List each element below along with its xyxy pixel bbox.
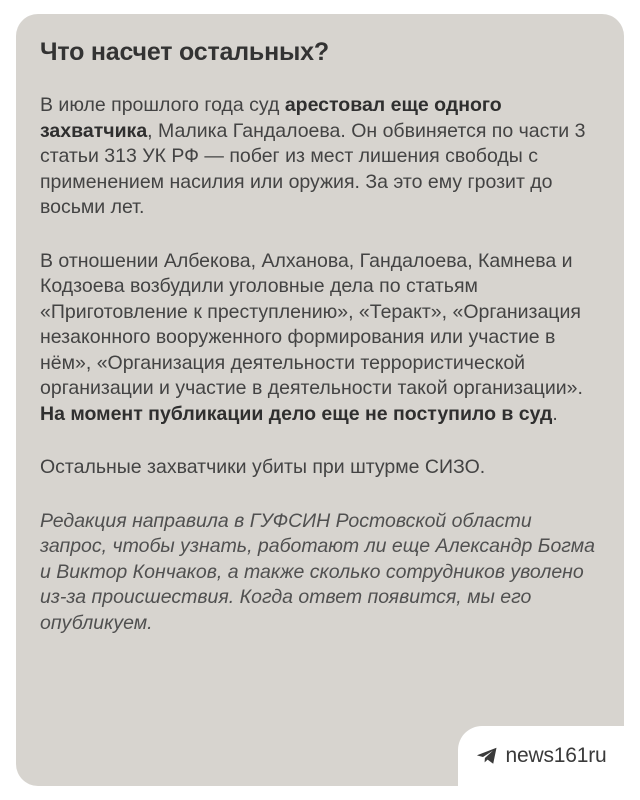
paragraph-charges bbox=[40, 249, 602, 428]
paragraph-arrest bbox=[40, 93, 602, 221]
paragraph-arrest-highlight: арестовал еще одного захватчика bbox=[40, 94, 502, 142]
paragraph-arrest-rest: , Малика Гандалоева. Он обвиняется по части 3 статьи 313 УК РФ — побег из мест лишения свободы с применением насилия или оружия. За это ему грозит до восьми лет. bbox=[40, 119, 586, 218]
source-badge[interactable] bbox=[458, 726, 624, 786]
paragraph-killed: Остальные захватчики убиты при штурме СИЗО. bbox=[40, 456, 486, 478]
paragraph-arrest-intro: В июле прошлого года суд bbox=[40, 94, 285, 116]
paragraph-charges-text: В отношении Албекова, Алханова, Гандалоева, Камнева и Кодзоева возбудили уголовные дела по статьям «Приготовление к преступлению», «Теракт», «Организация незаконного вооруженного формирования или участие в нём», «Организация деятельности террористической организации и участие в деятельности такой организации». bbox=[40, 249, 583, 399]
telegram-icon bbox=[476, 747, 498, 765]
article-card bbox=[16, 14, 624, 786]
article-title: Что насчет остальных? bbox=[40, 38, 329, 66]
paragraph-charges-end: . bbox=[552, 402, 558, 425]
editorial-note: Редакция направила в ГУФСИН Ростовской области запрос, чтобы узнать, работают ли еще Александр Богма и Виктор Кончаков, а также сколько сотрудников уволено из-за происшествия. Когда ответ появится, мы его опубликуем. bbox=[40, 509, 595, 634]
paragraph-charges-highlight: На момент публикации дело еще не поступило в суд bbox=[40, 402, 553, 425]
source-name: news161ru bbox=[505, 744, 607, 767]
